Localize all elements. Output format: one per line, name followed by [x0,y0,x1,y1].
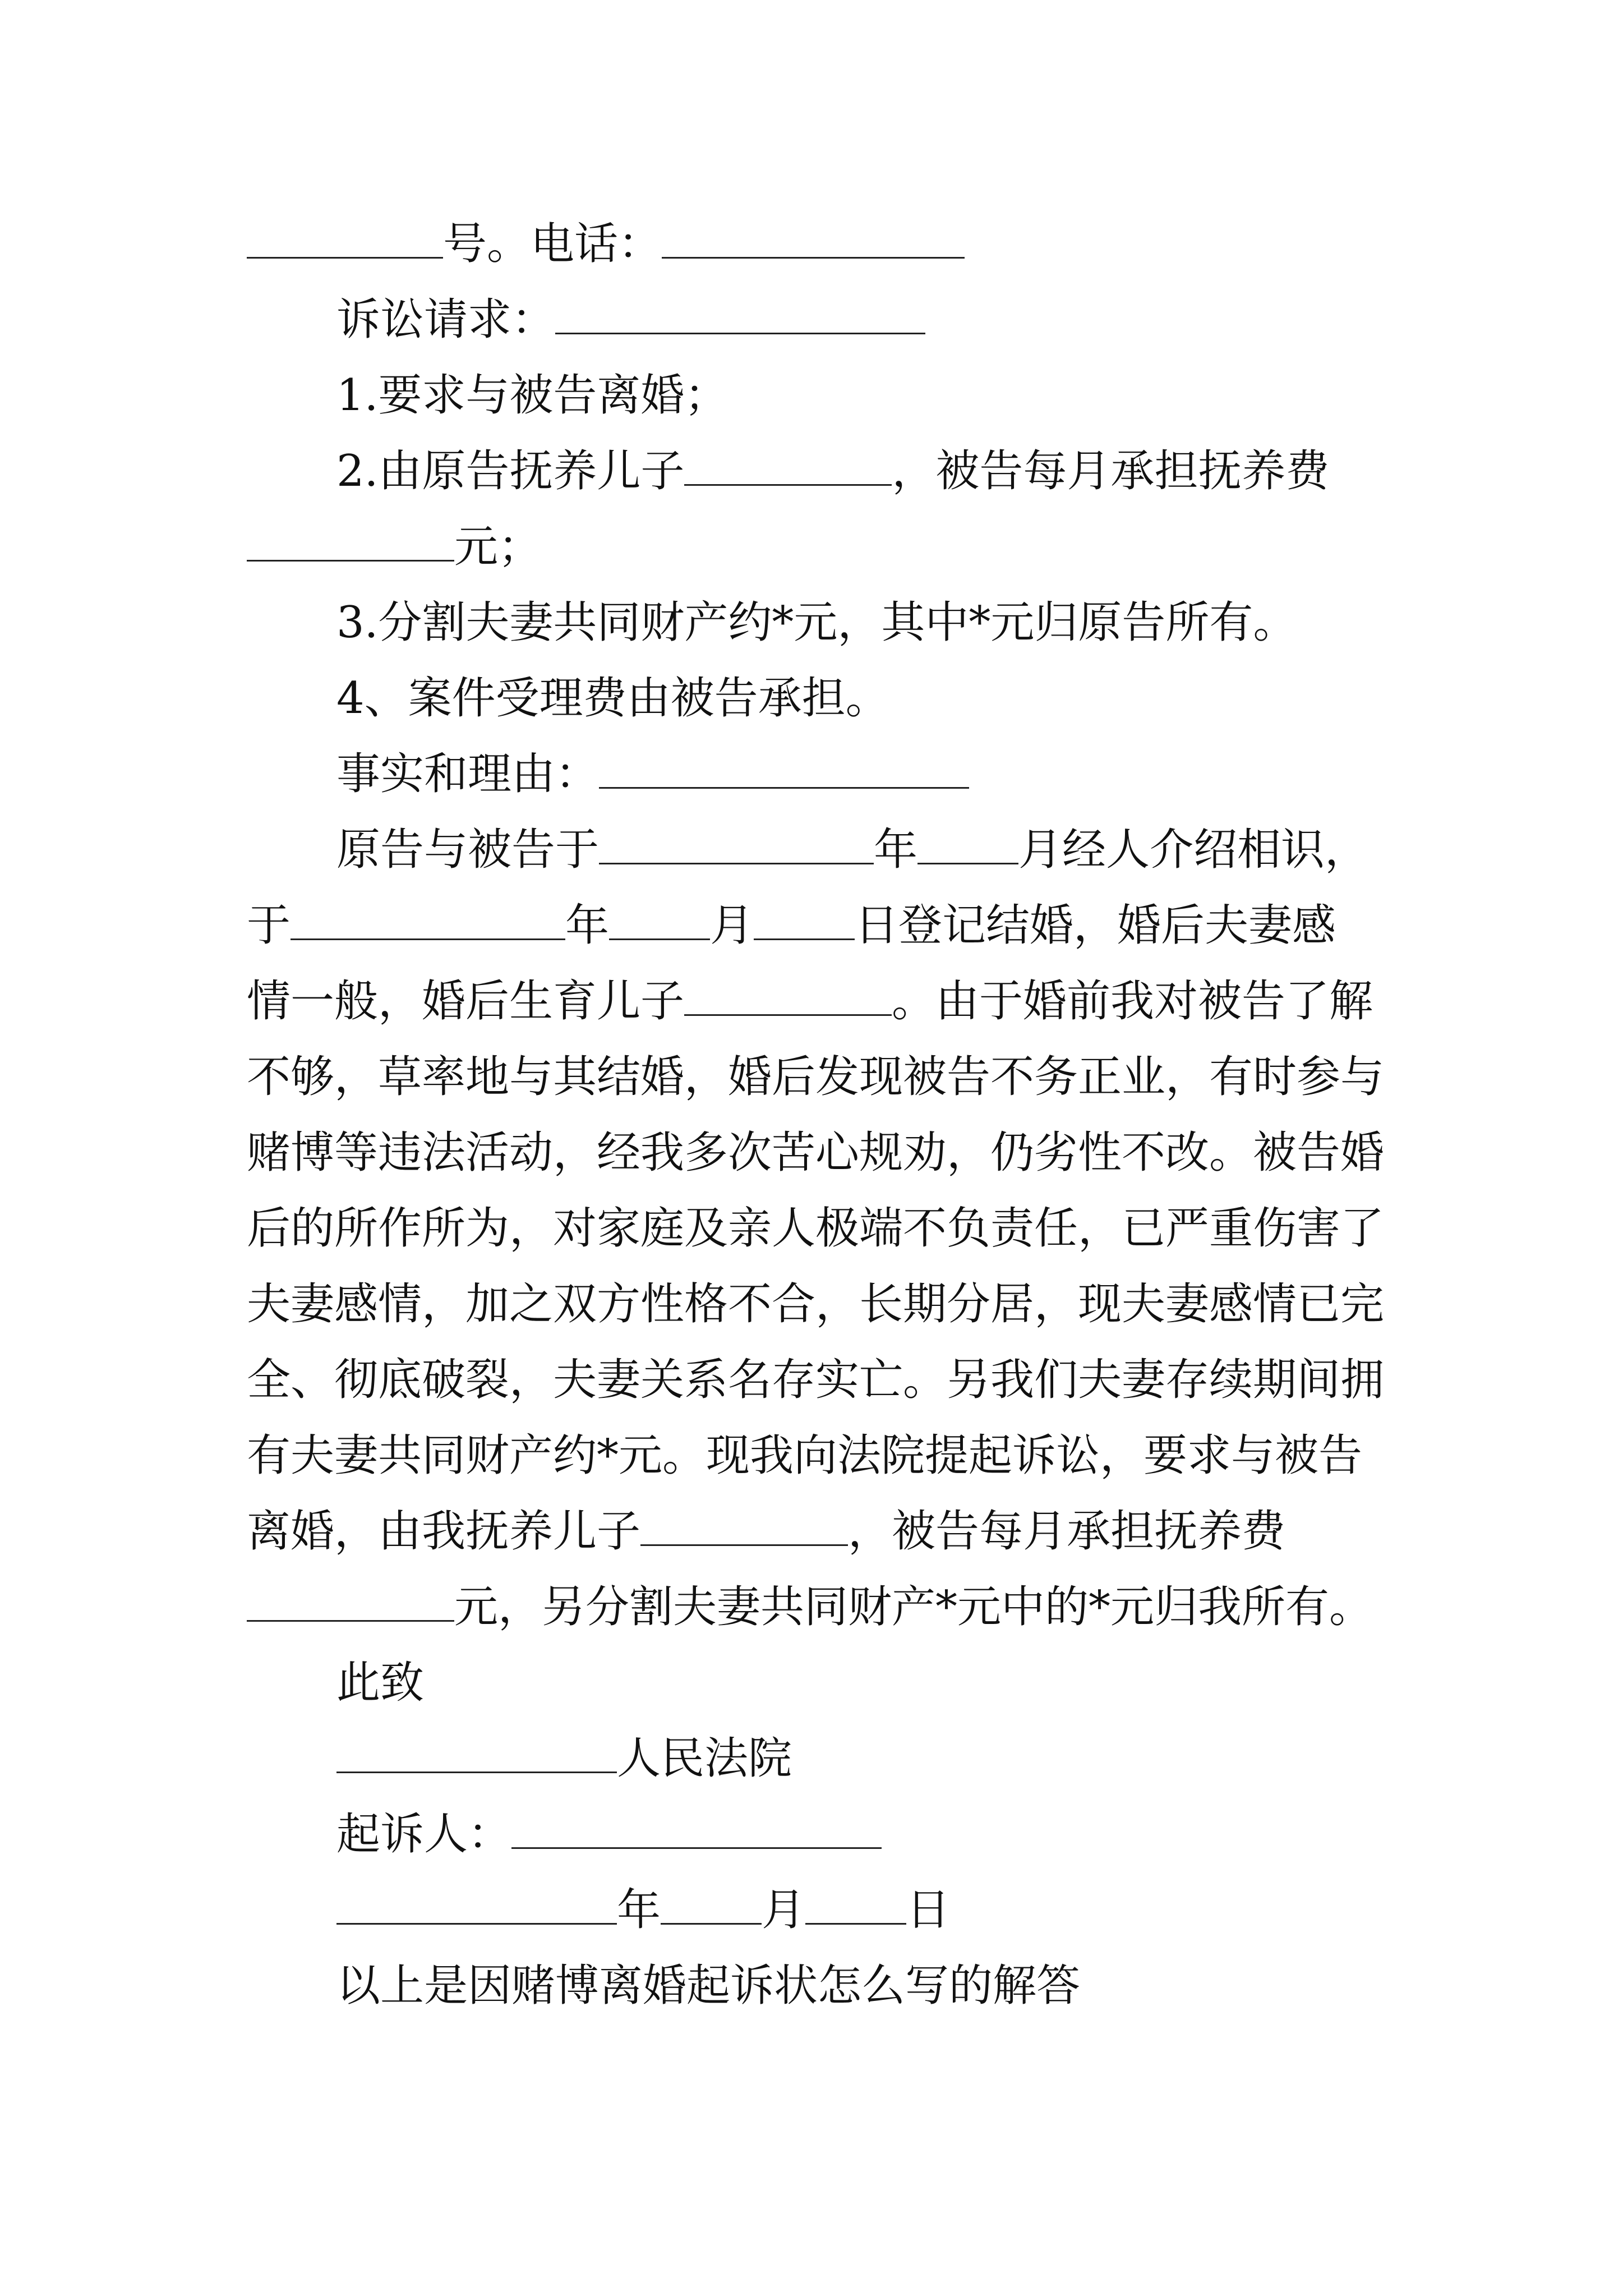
fill-in-blank [609,905,710,940]
text-run: 诉讼请求： [336,295,556,345]
text-run: 后的所作所为，对家庭及亲人极端不负责任，已严重伤害了 [247,1203,1385,1254]
fill-in-blank [917,829,1018,864]
text-run: 离婚，由我抚养儿子 [247,1506,641,1557]
fill-in-blank [805,1889,906,1925]
fill-in-blank [511,1814,882,1849]
text-run: 日登记结婚，婚后夫妻感 [855,900,1336,951]
text-run: 元； [454,522,542,572]
text-run: 月 [710,900,754,951]
facts-paragraph-line [247,1353,1384,1407]
salutation [336,1656,424,1710]
facts-paragraph-line [247,1504,1285,1558]
facts-paragraph-line [247,1277,1384,1331]
claim-item-1 [336,369,728,422]
text-run: 夫妻感情，加之双方性格不合，长期分居，现夫妻感情已完 [247,1279,1385,1329]
text-run: 以上是因赌博离婚起诉状怎么写的解答 [336,1961,1081,2011]
fill-in-blank [291,905,565,940]
text-run: 起诉人： [336,1809,512,1860]
text-run: 人民法院 [617,1733,792,1784]
facts-paragraph-line [247,974,1373,1028]
claims-heading [336,293,925,347]
facts-paragraph-line [247,1429,1362,1483]
text-run: 有夫妻共同财产约*元。现我向法院提起诉讼，要求与被告 [247,1430,1363,1481]
fill-in-blank [247,526,454,562]
facts-paragraph-line [247,1202,1384,1255]
phone-line [247,217,965,271]
plaintiff-signature-line [336,1807,882,1861]
facts-paragraph-line [247,1126,1384,1180]
text-run: 月经人介绍相识， [1018,825,1369,875]
text-run: 情一般，婚后生育儿子 [247,976,685,1027]
summary-line [336,1959,1080,2013]
text-run: 于 [247,900,291,951]
fill-in-blank [247,223,443,259]
text-run: 年 [565,900,610,951]
facts-paragraph-line [247,1050,1384,1104]
claim-item-4 [336,671,889,725]
claim-item-2 [336,444,1329,498]
facts-heading [336,747,969,801]
fill-in-blank [684,450,892,486]
text-run: 1.要求与被告离婚； [336,370,728,421]
fill-in-blank [684,981,892,1016]
fill-in-blank [599,829,874,864]
fill-in-blank [555,299,925,334]
court-addressee [336,1732,792,1786]
facts-paragraph-line [336,823,1368,877]
text-run: 3.分割夫妻共同财产约*元，其中*元归原告所有。 [336,597,1297,648]
fill-in-blank [662,223,965,259]
text-run: 事实和理由： [336,749,600,799]
fill-in-blank [661,1889,762,1925]
text-run: 不够，草率地与其结婚，婚后发现被告不务正业，有时参与 [247,1052,1385,1102]
text-run: 2.由原告抚养儿子 [336,446,685,496]
text-run: 日 [906,1885,951,1935]
text-run: 号。电话： [443,219,662,269]
text-run: 年 [874,825,918,875]
fill-in-blank [336,1889,617,1925]
claim-item-2-continued [247,520,542,574]
fill-in-blank [640,1511,848,1546]
text-run: 年 [617,1885,661,1935]
facts-paragraph-line [247,899,1336,953]
claim-item-3 [336,596,1297,650]
fill-in-blank [599,753,969,789]
text-run: 赌博等违法活动，经我多次苦心规劝，仍劣性不改。被告婚 [247,1128,1385,1178]
fill-in-blank [247,1586,454,1622]
text-run: ，被告每月承担抚养费 [892,446,1330,496]
text-run: 原告与被告于 [336,825,600,875]
fill-in-blank [754,905,855,940]
text-run: ，被告每月承担抚养费 [848,1506,1286,1557]
fill-in-blank [336,1738,617,1773]
facts-paragraph-line [247,1580,1373,1634]
text-run: 全、彻底破裂，夫妻关系名存实亡。另我们夫妻存续期间拥 [247,1355,1385,1405]
text-run: 4、案件受理费由被告承担。 [336,673,889,724]
text-run: 元，另分割夫妻共同财产*元中的*元归我所有。 [454,1582,1373,1632]
text-run: 此致 [336,1658,425,1708]
text-run: 。由于婚前我对被告了解 [892,976,1373,1027]
text-run: 月 [762,1885,806,1935]
date-line [336,1883,950,1937]
